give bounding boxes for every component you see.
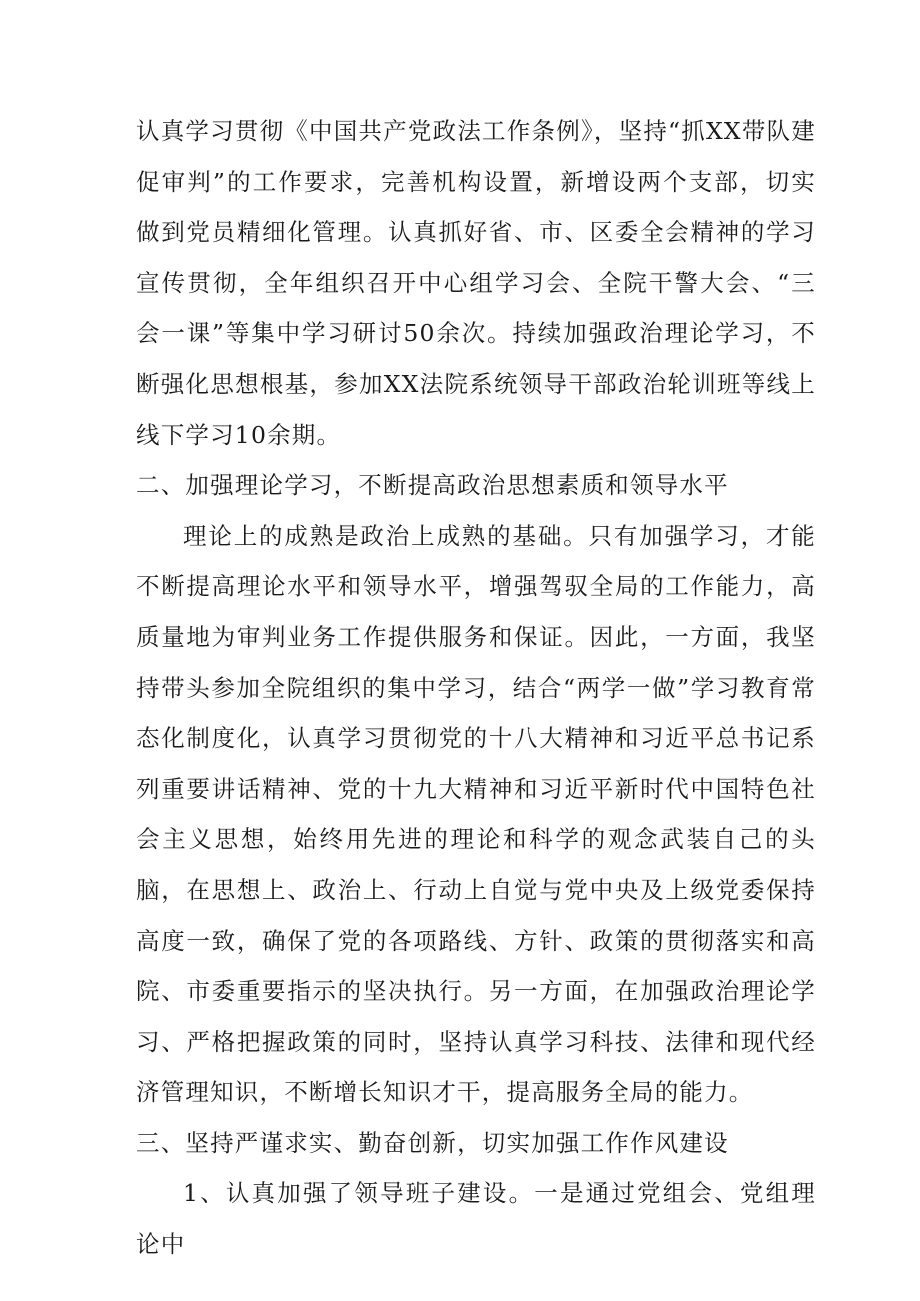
paragraph-leadership-team: 1、认真加强了领导班子建设。一是通过党组会、党组理论中 — [136, 1179, 816, 1259]
paragraph-party-study: 认真学习贯彻《中国共产党政法工作条例》，坚持“抓XX带队建促审判”的工作要求，完善机构设置，新增设两个支部，切实做到党员精细化管理。认真抓好省、市、区委全会精神的学习宣传贯彻，全年组织召开中心组学习会、全院干警大会、“三会一课”等集中学习研讨50余次。持续加强政治理论学习，不断强化思想根基，参加XX法院系统领导干部政治轮训班等线上线下学习10余期。 — [136, 117, 816, 449]
section-heading-work-style: 三、坚持严谨求实、勤奋创新，切实加强工作作风建设 — [136, 1128, 729, 1157]
document-body — [136, 106, 816, 1270]
section-heading-theory-study: 二、加强理论学习，不断提高政治思想素质和领导水平 — [136, 471, 729, 500]
paragraph-theory-study: 理论上的成熟是政治上成熟的基础。只有加强学习，才能不断提高理论水平和领导水平，增强驾驭全局的工作能力，高质量地为审判业务工作提供服务和保证。因此，一方面，我坚持带头参加全院组织的集中学习，结合“两学一做”学习教育常态化制度化，认真学习贯彻党的十八大精神和习近平总书记系列重要讲话精神、党的十九大精神和习近平新时代中国特色社会主义思想，始终用先进的理论和科学的观念武装自己的头脑，在思想上、政治上、行动上自觉与党中央及上级党委保持高度一致，确保了党的各项路线、方针、政策的贯彻落实和高院、市委重要指示的坚决执行。另一方面，在加强政治理论学习、严格把握政策的同时，坚持认真学习科技、法律和现代经济管理知识，不断增长知识才干，提高服务全局的能力。 — [136, 521, 816, 1107]
